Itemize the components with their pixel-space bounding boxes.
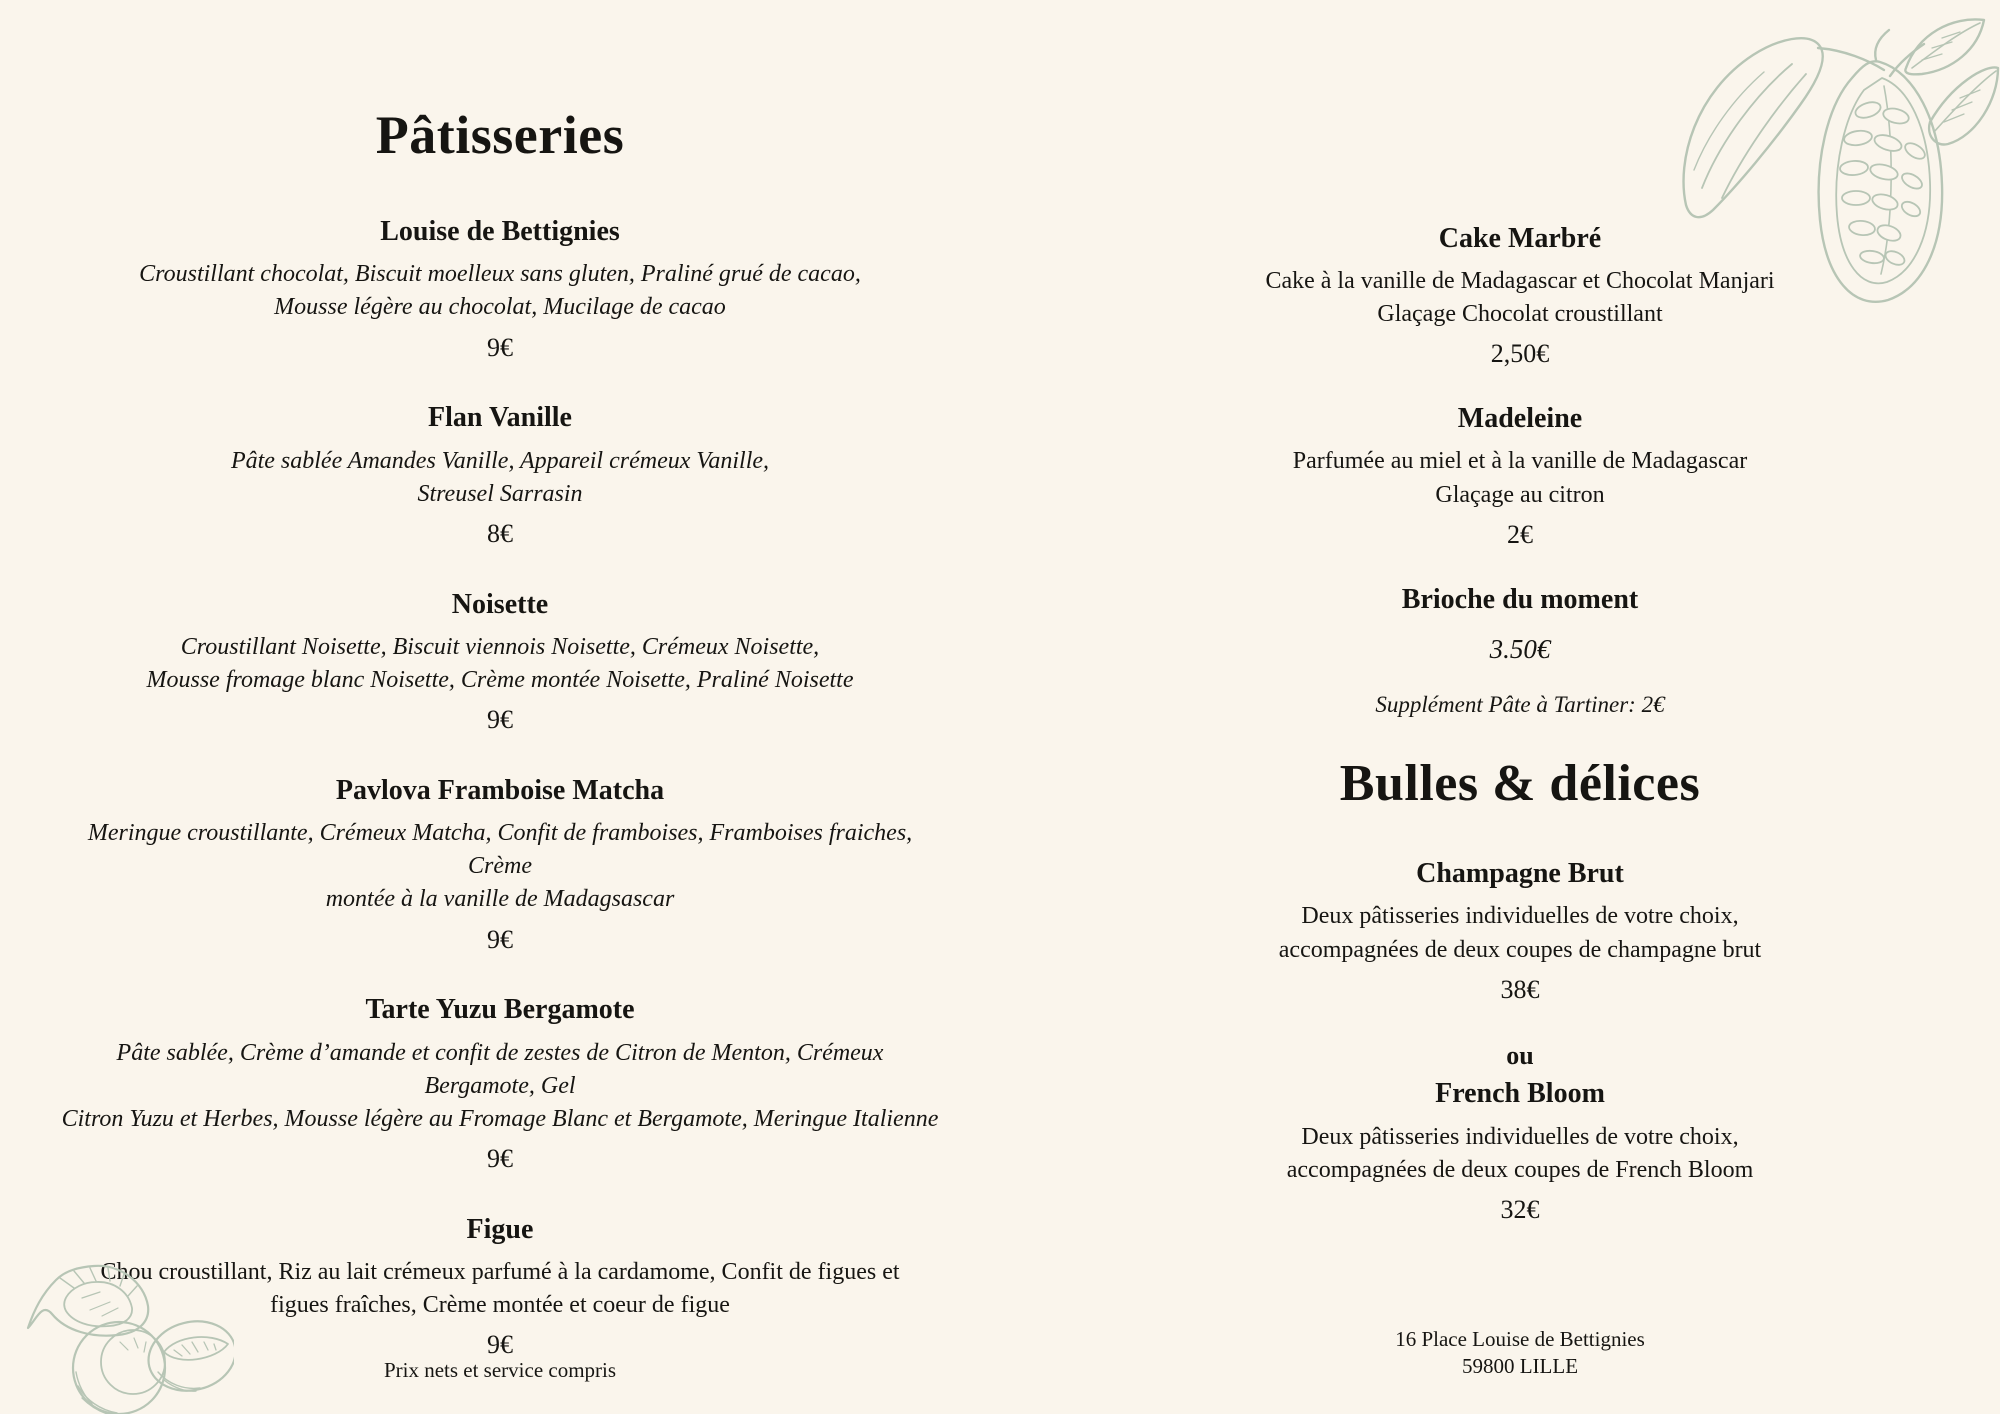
item-name: Madeleine — [1457, 403, 1583, 435]
menu-item-brioche-du-moment — [1080, 584, 1960, 719]
address-line: 59800 LILLE — [1461, 1353, 1579, 1378]
item-description-line: Deux pâtisseries individuelles de votre choix, — [1301, 1123, 1739, 1150]
item-price: 9€ — [487, 332, 513, 362]
item-price: 9€ — [487, 1330, 513, 1360]
menu-item-noisette — [60, 589, 940, 735]
or-separator: ou — [1506, 1040, 1534, 1070]
supplement-note: Supplément Pâte à Tartiner: 2€ — [1375, 691, 1665, 717]
address-line: 16 Place Louise de Bettignies — [1395, 1327, 1645, 1351]
item-name: Noisette — [451, 588, 549, 620]
item-description-line: Deux pâtisseries individuelles de votre choix, — [1301, 903, 1739, 930]
item-description-line: Citron Yuzu et Herbes, Mousse légère au Fromage Blanc et Bergamote, Meringue Italienne — [61, 1105, 939, 1132]
menu-item-pavlova-framboise-matcha — [60, 775, 940, 954]
item-price: 32€ — [1500, 1194, 1540, 1224]
patisseries-column — [60, 104, 940, 1400]
menu-item-louise-de-bettignies — [60, 216, 940, 362]
item-description-line: figues fraîches, Crème montée et coeur de figue — [270, 1292, 730, 1319]
item-price: 2€ — [1507, 519, 1533, 549]
item-description-line: Cake à la vanille de Madagascar et Chocolat Manjari — [1265, 268, 1775, 295]
item-price: 9€ — [487, 924, 513, 954]
menu-item-flan-vanille — [60, 402, 940, 548]
item-description-line: Pâte sablée, Crème d’amande et confit de zestes de Citron de Menton, Crémeux Bergamote, Gel — [116, 1039, 884, 1099]
item-description-line: Streusel Sarrasin — [417, 480, 583, 507]
section-title-bulles-et-delices: Bulles & délices — [1339, 755, 1701, 813]
item-description-line: Croustillant chocolat, Biscuit moelleux sans gluten, Praliné grué de cacao, — [139, 261, 861, 288]
item-name: Pavlova Framboise Matcha — [335, 774, 665, 806]
item-description-line: Croustillant Noisette, Biscuit viennois Noisette, Crémeux Noisette, — [180, 633, 820, 660]
item-name: Tarte Yuzu Bergamote — [365, 994, 635, 1026]
item-name: Cake Marbré — [1438, 223, 1602, 254]
item-name: Figue — [466, 1213, 534, 1245]
item-description-line: Glaçage Chocolat croustillant — [1377, 301, 1663, 328]
item-name: Brioche du moment — [1401, 583, 1639, 615]
item-description-line: Glaçage au citron — [1435, 481, 1605, 508]
item-description-line: accompagnées de deux coupes de French Bloom — [1286, 1156, 1754, 1183]
item-description-line: Mousse fromage blanc Noisette, Crème montée Noisette, Praliné Noisette — [146, 666, 854, 693]
menu-item-madeleine — [1080, 403, 1960, 549]
item-name: Louise de Bettignies — [380, 216, 620, 248]
item-price: 9€ — [487, 705, 513, 735]
menu-item-figue — [60, 1214, 940, 1360]
page-title: Pâtisseries — [375, 105, 625, 165]
item-price: 9€ — [487, 1143, 513, 1173]
menu-item-cake-marbre — [1080, 223, 1960, 369]
item-description-line: montée à la vanille de Madagsascar — [325, 886, 675, 913]
item-description-line: Parfumée au miel et à la vanille de Madagascar — [1292, 448, 1748, 475]
item-price: 2,50€ — [1490, 339, 1550, 369]
menu-item-champagne-brut — [1080, 858, 1960, 1004]
cakes-and-bulles-column — [1080, 223, 1960, 1225]
item-name: French Bloom — [1435, 1078, 1605, 1110]
item-price: 8€ — [487, 518, 513, 548]
item-description-line: Meringue croustillante, Crémeux Matcha, Confit de framboises, Framboises fraiches, Crème — [87, 820, 913, 880]
item-description-line: Chou croustillant, Riz au lait crémeux parfumé à la cardamome, Confit de figues et — [100, 1258, 900, 1285]
item-price: 38€ — [1500, 974, 1540, 1004]
item-price: 3.50€ — [1489, 633, 1551, 664]
menu-item-french-bloom — [1080, 1078, 1960, 1224]
menu-item-tarte-yuzu-bergamote — [60, 994, 940, 1173]
item-description-line: accompagnées de deux coupes de champagne brut — [1278, 936, 1762, 963]
item-description-line: Pâte sablée Amandes Vanille, Appareil crémeux Vanille, — [230, 447, 770, 474]
item-name: Flan Vanille — [428, 402, 572, 434]
price-notice: Prix nets et service compris — [383, 1358, 617, 1382]
item-name: Champagne Brut — [1416, 858, 1624, 890]
address-block — [1080, 1326, 1960, 1380]
item-description-line: Mousse légère au chocolat, Mucilage de cacao — [274, 294, 726, 321]
